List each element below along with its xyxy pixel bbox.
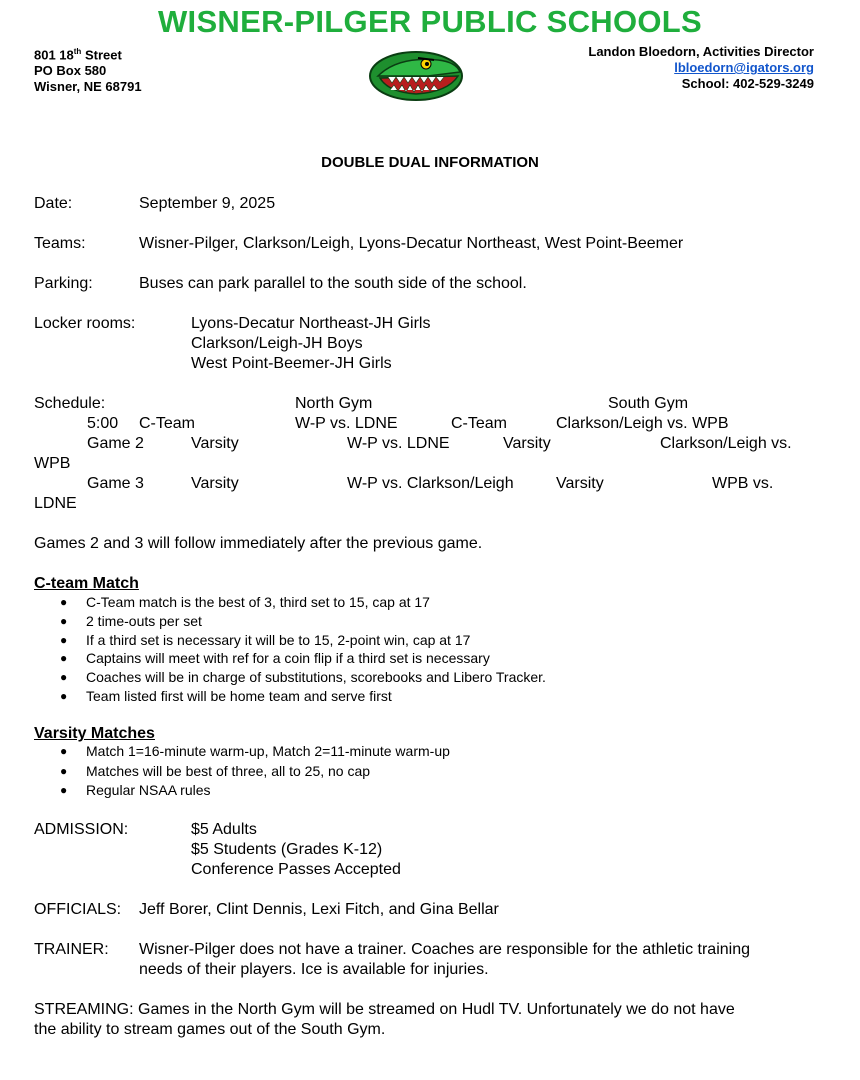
schedule-match: WPB vs. xyxy=(712,475,774,492)
gator-logo-icon xyxy=(368,46,464,102)
locker-room-line: West Point-Beemer-JH Girls xyxy=(191,355,392,372)
varsity-heading: Varsity Matches xyxy=(34,725,155,742)
schedule-level: Varsity xyxy=(503,435,551,452)
list-item: ● Coaches will be in charge of substitutions, scorebooks and Libero Tracker. xyxy=(60,669,546,686)
admission-line: $5 Students (Grades K-12) xyxy=(191,841,383,858)
schedule-match: Clarkson/Leigh vs. xyxy=(660,435,792,452)
schedule-time: 5:00 xyxy=(87,415,119,432)
director-contact xyxy=(588,44,814,92)
varsity-bullet-list xyxy=(60,742,450,801)
school-address: 801 18th Street PO Box 580 Wisner, NE 68791 xyxy=(34,47,142,95)
schedule-match: W-P vs. LDNE xyxy=(295,415,398,432)
school-title: WISNER-PILGER PUBLIC SCHOOLS xyxy=(157,4,703,39)
schedule-level: C-Team xyxy=(139,415,196,432)
teams-label: Teams: xyxy=(34,235,86,252)
schedule-match: W-P vs. Clarkson/Leigh xyxy=(347,475,514,492)
list-item: ● Matches will be best of three, all to 25, no cap xyxy=(60,762,371,779)
schedule-game: Game 2 xyxy=(87,435,144,452)
list-item: ● Captains will meet with ref for a coin flip if a third set is necessary xyxy=(60,650,490,667)
schedule-match: W-P vs. LDNE xyxy=(347,435,450,452)
school-phone: School: 402-529-3249 xyxy=(681,76,814,91)
admission-line: $5 Adults xyxy=(191,821,257,838)
date-value: September 9, 2025 xyxy=(139,195,276,212)
officials-label: OFFICIALS: xyxy=(34,901,122,918)
north-gym-heading: North Gym xyxy=(295,395,373,412)
list-item: ● If a third set is necessary it will be to 15, 2-point win, cap at 17 xyxy=(60,631,471,648)
cteam-heading: C-team Match xyxy=(34,575,139,592)
schedule-note: Games 2 and 3 will follow immediately after the previous game. xyxy=(34,535,483,552)
schedule-level: C-Team xyxy=(451,415,508,432)
list-item: ● C-Team match is the best of 3, third set to 15, cap at 17 xyxy=(60,594,430,610)
date-label: Date: xyxy=(34,195,73,212)
director-name: Landon Bloedorn, Activities Director xyxy=(588,44,814,59)
streaming-text: the ability to stream games out of the South Gym. xyxy=(34,1021,386,1038)
locker-rooms-label: Locker rooms: xyxy=(34,315,136,332)
teams-value: Wisner-Pilger, Clarkson/Leigh, Lyons-Decatur Northeast, West Point-Beemer xyxy=(139,235,684,252)
trainer-text: needs of their players. Ice is available for injuries. xyxy=(139,961,489,978)
streaming-text: STREAMING: Games in the North Gym will be streamed on Hudl TV. Unfortunately we do not have xyxy=(34,1001,735,1018)
parking-value: Buses can park parallel to the south side of the school. xyxy=(139,275,527,292)
director-email-link[interactable]: lbloedorn@igators.org xyxy=(674,60,814,75)
schedule-level: Varsity xyxy=(556,475,604,492)
south-gym-heading: South Gym xyxy=(608,395,689,412)
trainer-text: Wisner-Pilger does not have a trainer. Coaches are responsible for the athletic training xyxy=(139,941,750,958)
parking-label: Parking: xyxy=(34,275,93,292)
locker-room-line: Clarkson/Leigh-JH Boys xyxy=(191,335,363,352)
list-item: ● 2 time-outs per set xyxy=(60,612,202,629)
document-title: DOUBLE DUAL INFORMATION xyxy=(321,154,539,171)
officials-value: Jeff Borer, Clint Dennis, Lexi Fitch, and Gina Bellar xyxy=(139,901,499,918)
locker-room-line: Lyons-Decatur Northeast-JH Girls xyxy=(191,315,431,332)
trainer-label: TRAINER: xyxy=(34,941,109,958)
admission-line: Conference Passes Accepted xyxy=(191,861,401,878)
list-item: ● Team listed first will be home team and serve first xyxy=(60,687,392,704)
schedule-game: Game 3 xyxy=(87,475,144,492)
schedule-label: Schedule: xyxy=(34,395,106,412)
schedule-level: Varsity xyxy=(191,475,239,492)
admission-label: ADMISSION: xyxy=(34,821,129,838)
list-item: ● Match 1=16-minute warm-up, Match 2=11-minute warm-up xyxy=(60,743,450,759)
schedule-match-wrap: LDNE xyxy=(34,495,77,512)
schedule-level: Varsity xyxy=(191,435,239,452)
cteam-bullet-list xyxy=(60,593,546,706)
schedule-match: Clarkson/Leigh vs. WPB xyxy=(556,415,729,432)
list-item: ● Regular NSAA rules xyxy=(60,782,211,798)
schedule-match-wrap: WPB xyxy=(34,455,71,472)
